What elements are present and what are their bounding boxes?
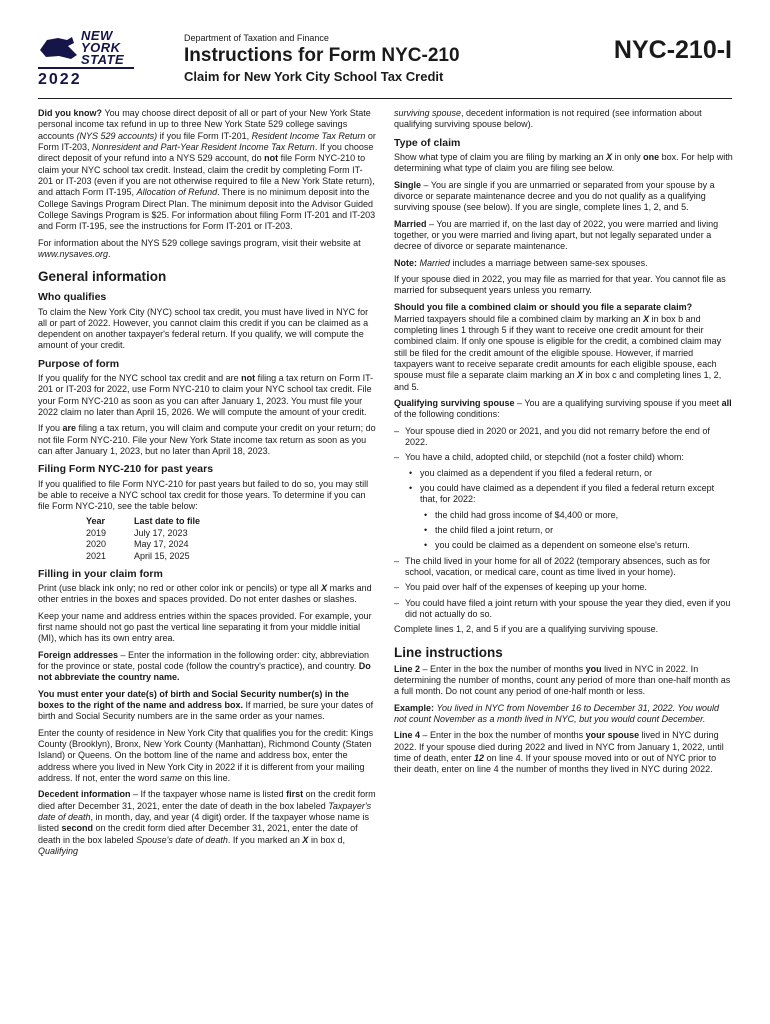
text-segment: filing a tax return on Form IT-201 or IT-203 for 2022, use Form NYC-210 to claim your NYC school tax credit. File your Form NYC-210 as soon as you can after January 1, 2023. You must file your 2022 claim no later than April 15, 2026. We will compute the amount of your credit. [38, 373, 374, 418]
text-segment: X [577, 370, 584, 381]
nys-logo [38, 30, 156, 90]
text-segment: you claimed as a dependent if you filed a federal return, or [420, 467, 653, 478]
text-segment: You have a child, adopted child, or stepchild (not a foster child) whom: [405, 452, 684, 463]
header [38, 30, 732, 90]
text-segment: in box b and completing lines 1 through 5 if they want to receive one credit amount for their combined claim. If only one spouse is eligible for the credit, a combined claim may still be filed for the credit amount of the eligible spouse. However, if married taxpayers want to receive separate credit amounts for each eligible spouse, each spouse must file a separate claim marking an [394, 313, 722, 381]
para-type-of-claim-intro [394, 152, 733, 175]
text-segment: X [643, 313, 650, 324]
table-cell: 2021 [86, 550, 107, 561]
text-segment: . There is no minimum deposit into the College Savings Program Direct Plan. The minimum deposit into the Advisor Guided College Savings Program is $25. For information about filing Form IT-201 and IT-203 and Form IT-195, see the instructions for Form IT-201 or IT-203. [38, 187, 376, 232]
text-segment: on the credit form died after December 31, 2021, enter the date of death in the box labeled [38, 789, 376, 811]
text-segment: You must enter your date(s) of birth and Social Security number(s) in the boxes to the right of the name and address box. [38, 688, 349, 711]
text-segment: The child lived in your home for all of 2022 (temporary absences, such as for school, vacation, or medical care, count as time lived in your home). [405, 555, 711, 578]
text-segment: Nonresident and Part-Year Resident Income Tax Return [92, 142, 315, 152]
text-segment: www.nysaves.org [38, 248, 109, 259]
para-qualifying-surviving-spouse [394, 398, 733, 421]
para-purpose-2 [38, 423, 377, 457]
text-segment: – Enter the information in the following order: city, abbreviation for the province or state, postal code (follow the country's practice), and country. [38, 649, 369, 672]
text-segment: on line 4. If your spouse moved into or out of NYC prior to their death, enter on line 4 the number of months they lived in NYC during 2022. [394, 753, 717, 775]
para-purpose-1 [38, 373, 377, 418]
text-segment: same [160, 772, 183, 783]
heading-past-years: Filing Form NYC-210 for past years [38, 463, 214, 476]
list-marker: – [394, 582, 400, 593]
list-marker: • [424, 540, 428, 551]
text-segment: Note: [394, 257, 420, 268]
text-segment: Spouse's date of death [136, 834, 228, 845]
logo-line: NEW [81, 28, 113, 43]
text-segment: Married [419, 257, 451, 268]
text-segment: If you [38, 423, 63, 434]
list-marker: – [394, 555, 400, 566]
past-years-table [38, 516, 377, 562]
text-segment: of the following conditions: [394, 409, 500, 420]
list-item-text [435, 525, 733, 536]
text-segment: the child had gross income of $4,400 or more, [435, 509, 619, 520]
list-marker: – [394, 597, 400, 608]
heading-general-information: General information [38, 269, 167, 285]
list-item-text [405, 426, 733, 449]
para-nys529-website [38, 238, 377, 261]
page-title: Instructions for Form NYC-210 [184, 45, 460, 67]
text-segment: your spouse [585, 730, 640, 741]
list-item [394, 598, 733, 621]
text-segment: – Enter in the box the number of months [420, 730, 586, 741]
list-marker: • [424, 509, 428, 520]
table-header-row [86, 516, 200, 528]
text-segment: not [264, 153, 279, 164]
text-segment: second [61, 823, 94, 834]
text-segment: lived in NYC in 2022. In determining the number of months, count any period of more than one-half month as a full month. Do not count any period of one-half month or less. [394, 663, 731, 697]
text-segment: You could have filed a joint return with your spouse the year they died, even if you did not actually do so. [405, 597, 731, 620]
para-did-you-know [38, 108, 377, 233]
text-segment: includes a marriage between same-sex spouses. [450, 257, 648, 268]
logo-top [38, 30, 156, 66]
left-column [38, 108, 377, 862]
text-segment: first [286, 789, 304, 800]
heading-combined-or-separate [394, 302, 733, 313]
text-segment: – You are a qualifying surviving spouse if you meet [514, 398, 722, 409]
text-segment: You paid over half of the expenses of keeping up your home. [405, 582, 647, 593]
text-segment: Qualifying [38, 845, 79, 856]
text-segment: Single [394, 179, 422, 190]
text-segment: X [321, 583, 328, 594]
list-item [394, 582, 733, 593]
text-segment: not [241, 373, 256, 384]
list-item [424, 540, 733, 551]
text-segment: To claim the New York City (NYC) school tax credit, you must have lived in NYC for all or part of 2022. However, you cannot claim this credit if you can be claimed as a dependent on another taxpayer's federal return. If you qualify, we will compute the amount of your credit. [38, 306, 369, 351]
text-segment: filing a tax return, you will claim and compute your credit on your return; do not file Form NYC-210. File your New York State income tax return as soon as you can after January 1, 2023, but no later than April 18, 2023. [38, 423, 376, 456]
text-segment: , in month, day, and year (4 digit) order. If the taxpayer whose name is listed [38, 811, 370, 834]
list-item-text [420, 468, 733, 479]
text-segment: Print (use black ink only; no red or other color ink or pencils) or type all [38, 583, 322, 594]
text-segment: Taxpayer's date of death [38, 800, 372, 822]
para-county-residence [38, 728, 377, 785]
para-surviving-spouse-continued [394, 108, 733, 131]
logo-text [81, 30, 124, 66]
list-item [394, 556, 733, 579]
text-segment: lived in NYC during 2022. If your spouse died during 2022 and lived in NYC from January 1, 2022, until time of death, enter [394, 730, 724, 763]
ny-state-map-icon [38, 34, 78, 62]
text-segment: Do not abbreviate the country name. [38, 661, 371, 683]
text-segment: box. For help with determining what type of claim you are filing see below. [394, 151, 733, 174]
text-segment: Resident Income Tax Return [251, 130, 366, 141]
text-segment: If you qualify for the NYC school tax credit and are [38, 373, 242, 384]
text-segment: , decedent information is not required (see information about qualifying surviving spouse below). [394, 108, 702, 130]
text-segment: Qualifying surviving spouse [394, 398, 515, 409]
para-dob-ssn [38, 689, 377, 723]
text-segment: Married [394, 218, 427, 229]
text-segment: if you file Form IT-201, [157, 130, 252, 141]
heading-line-instructions: Line instructions [394, 644, 503, 660]
text-segment: in only [612, 151, 644, 162]
text-segment: Example: [394, 702, 437, 713]
department-label: Department of Taxation and Finance [184, 33, 329, 43]
para-married [394, 219, 733, 253]
list-marker: • [409, 483, 413, 494]
right-column [394, 108, 733, 862]
heading-type-of-claim: Type of claim [394, 136, 461, 149]
text-segment: all [721, 398, 732, 409]
para-complete-lines [394, 624, 733, 635]
list-item-text [405, 556, 733, 579]
text-segment: 12 [474, 753, 485, 763]
list-marker: • [424, 525, 428, 536]
qss-conditions-list [394, 426, 733, 621]
text-segment: If your spouse died in 2022, you may file as married for that year. You cannot file as married for subsequent years unless you remarry. [394, 273, 726, 296]
text-segment: you [585, 663, 602, 674]
text-segment: If you qualified to file Form NYC-210 for past years but failed to do so, you may still be able to receive a NYC school tax credit for those years. To determine if you can file Form NYC-210, see the table below: [38, 478, 369, 512]
text-segment: the child filed a joint return, or [435, 525, 554, 536]
list-item [409, 468, 733, 479]
text-segment: Should you file a combined claim or should you file a separate claim? [394, 301, 693, 312]
list-marker: – [394, 425, 400, 436]
text-segment: are [62, 423, 77, 434]
header-divider [38, 98, 732, 99]
text-segment: Line 2 [394, 663, 421, 674]
text-segment: Show what type of claim you are filing by marking an [394, 151, 607, 162]
heading-filling-claim-form: Filling in your claim form [38, 567, 163, 580]
table-row [86, 551, 200, 562]
text-segment: one [643, 151, 660, 162]
logo-line: STATE [81, 51, 125, 67]
text-segment: For information about the NYS 529 college savings program, visit their website at [38, 237, 361, 248]
content-columns [38, 108, 732, 862]
para-decedent-information [38, 789, 377, 857]
table-cell: July 17, 2023 [134, 527, 188, 538]
text-segment: – Enter in the box the number of months [420, 663, 586, 674]
text-segment: X [302, 834, 309, 845]
list-item-text [405, 452, 733, 463]
text-segment: you could be claimed as a dependent on someone else's return. [435, 540, 690, 551]
table-header-cell: Year [86, 515, 106, 526]
heading-purpose-of-form: Purpose of form [38, 357, 120, 370]
text-segment: . If you marked an [227, 834, 303, 845]
text-segment: Enter the county of residence in New York City that qualifies you for the credit: Kings County (Brooklyn), Bronx, New York County (Manhattan), Richmond County (Staten Island) or Queens. On the bottom line of the name and address box, enter the address where you lived in New York City in 2022 if it is different from your mailing address. If not, enter the word [38, 727, 374, 783]
header-titles [156, 30, 614, 86]
list-item-text [435, 540, 733, 551]
list-item [394, 426, 733, 449]
para-line-4 [394, 730, 733, 775]
text-segment: in box c and completing lines 1, 2, and 5. [394, 370, 722, 392]
para-filling-1 [38, 583, 377, 606]
form-code: NYC-210-I [613, 36, 732, 64]
text-segment: X [606, 151, 613, 162]
para-foreign-addresses [38, 650, 377, 684]
page-subtitle: Claim for New York City School Tax Credit [184, 69, 444, 85]
para-note-same-sex [394, 258, 733, 269]
text-segment: or Form IT-203, [38, 130, 376, 152]
text-segment: Decedent information [38, 789, 131, 800]
text-segment: on the credit form died after December 31, 2021, enter the date of death in the box labeled [38, 823, 358, 845]
para-filling-2 [38, 611, 377, 645]
text-segment: file Form NYC-210 to claim your NYC school tax credit. Instead, claim the credit by completing Form IT-201 or IT-203 (even if you are not otherwise required to file a New York State return), and attach Form IT-195, [38, 153, 375, 198]
logo-line: YORK [81, 39, 121, 55]
text-segment: . If you choose direct deposit of your refund into a NYS 529 account, do [38, 142, 374, 164]
text-segment: – You are married if, on the last day of 2022, you were married and living together, or you were married and living apart, but not legally separated under a decree of divorce or separate maintenance. [394, 218, 719, 252]
logo-year: 2022 [38, 67, 134, 90]
para-single [394, 180, 733, 214]
text-segment: Keep your name and address entries within the spaces provided. For example, your first name should not go past the vertical line separating it from your middle initial (MI), which has its own entry area. [38, 610, 372, 644]
list-item [409, 483, 733, 506]
text-segment: marks and other entries in the boxes and spaces provided. Do not enter dashes or slashes. [38, 583, 372, 605]
table-cell: April 15, 2025 [134, 550, 190, 561]
list-item [424, 510, 733, 521]
table-cell: May 17, 2024 [134, 539, 189, 550]
para-combined-claim [394, 314, 733, 393]
text-segment: Your spouse died in 2020 or 2021, and you did not remarry before the end of 2022. [405, 425, 710, 448]
para-past-years [38, 479, 377, 513]
text-segment: Foreign addresses [38, 649, 119, 660]
text-segment: . [108, 248, 111, 259]
text-segment: – If the taxpayer whose name is listed [130, 789, 287, 800]
text-segment: you could have claimed as a dependent if you filed a federal return except that, for 2022: [420, 483, 715, 505]
list-marker: • [409, 467, 413, 478]
text-segment: (NYS 529 accounts) [76, 130, 158, 141]
list-item [424, 525, 733, 536]
list-item-text [420, 483, 733, 506]
list-item-text [435, 510, 733, 521]
text-segment: Did you know? [38, 108, 105, 119]
table [86, 516, 200, 562]
table-header-cell: Last date to file [134, 515, 201, 526]
text-segment: Married taxpayers should file a combined claim by marking an [394, 313, 644, 324]
text-segment: You may choose direct deposit of all or part of your New York State personal income tax refund in up to three New York State 529 college savings accounts [38, 108, 371, 141]
text-segment: in box d, [308, 834, 345, 845]
list-marker: – [394, 452, 400, 463]
para-who-qualifies [38, 307, 377, 352]
text-segment: Allocation of Refund [136, 187, 218, 198]
para-line-2 [394, 664, 733, 698]
list-item [394, 452, 733, 463]
para-spouse-died-2022 [394, 274, 733, 297]
table-row [86, 539, 200, 550]
text-segment: on this line. [182, 772, 231, 783]
list-item-text [405, 582, 733, 593]
text-segment: – You are single if you are unmarried or separated from your spouse by a divorce or separate maintenance decree and you do not qualify as a qualifying surviving spouse (see below). If you are single, complete lines 1, 2, and 5. [394, 179, 715, 213]
text-segment: surviving spouse [394, 108, 462, 119]
text-segment: Line 4 [394, 730, 421, 741]
text-segment: You lived in NYC from November 16 to December 31, 2022. You would not count November as a month lived in NYC, but you would count December. [394, 702, 720, 725]
table-row [86, 528, 200, 539]
heading-who-qualifies: Who qualifies [38, 291, 107, 304]
table-cell: 2019 [86, 527, 107, 538]
table-cell: 2020 [86, 539, 107, 550]
text-segment: If married, be sure your dates of birth and Social Security numbers are in the same order as your names. [38, 700, 374, 722]
list-item-text [405, 598, 733, 621]
para-example [394, 703, 733, 726]
text-segment: Complete lines 1, 2, and 5 if you are a qualifying surviving spouse. [394, 624, 659, 635]
